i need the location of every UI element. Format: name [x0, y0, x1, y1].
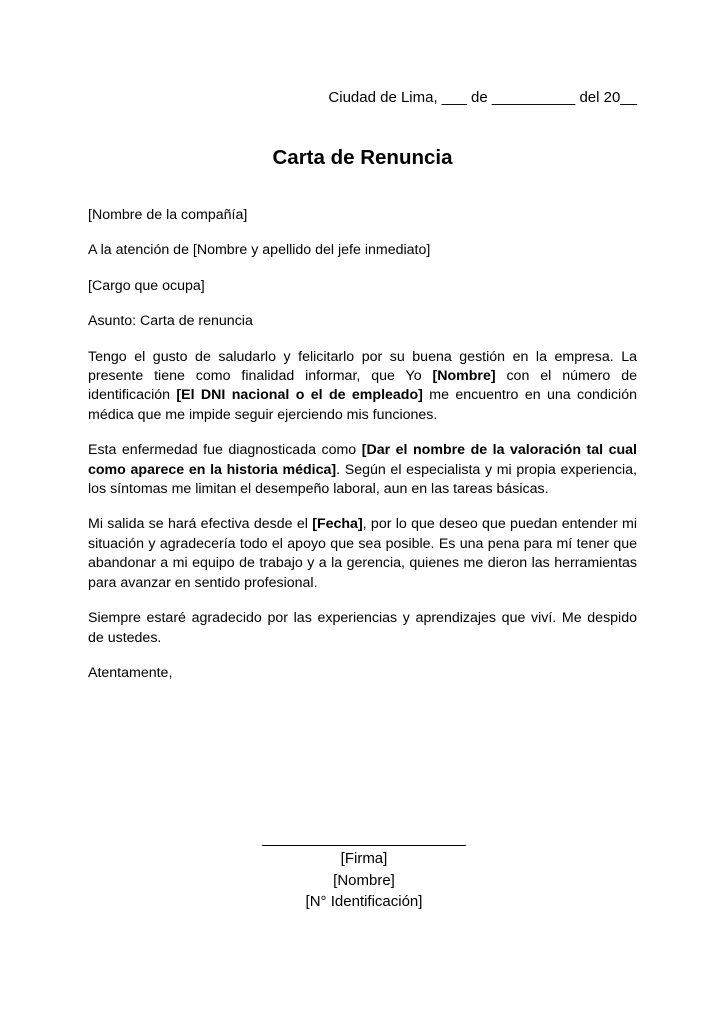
date-line: Ciudad de Lima, ___ de __________ del 20__ — [328, 89, 637, 106]
paragraph-text: , por lo que deseo que puedan entender mi situación y agradecería todo el apoyo que sea posible. Es una pena para mí tener que abandonar a mi equipo de trabajo y a la gerencia, quienes me dieron las herramientas para avanzar en sentido profesional. — [88, 516, 637, 591]
subject-line: Asunto: Carta de renuncia — [88, 313, 253, 330]
recipient-position: [Cargo que ocupa] — [88, 277, 205, 294]
signature-firma: [Firma] — [340, 850, 388, 867]
signature-identificacion: [N° Identificación] — [305, 893, 423, 910]
placeholder-id: [El DNI nacional o el de empleado] — [176, 387, 423, 404]
paragraph-farewell: Siempre estaré agradecido por las experiencias y aprendizajes que viví. Me despido de ustedes. — [88, 610, 637, 646]
paragraph-text: con el número de identificación — [88, 368, 637, 404]
page-title: Carta de Renuncia — [272, 146, 453, 169]
closing: Atentamente, — [88, 664, 173, 681]
letter-body — [88, 206, 637, 699]
paragraph-diagnosis — [88, 441, 637, 499]
recipient-attention: A la atención de [Nombre y apellido del jefe inmediato] — [88, 242, 431, 259]
paragraph-text: . Según el especialista y mi propia experiencia, los síntomas me limitan el desempeño laboral, aun en las tareas básicas. — [88, 461, 637, 498]
recipient-company: [Nombre de la compañía] — [88, 207, 248, 223]
placeholder-date: [Fecha] — [312, 516, 363, 533]
signature-line — [262, 845, 466, 846]
signature-nombre: [Nombre] — [333, 871, 395, 889]
signature-block — [262, 845, 466, 913]
paragraph-text: Tengo el gusto de saludarlo y felicitarlo por su buena gestión en la empresa. La presente tiene como finalidad informar, que Yo — [88, 348, 637, 385]
paragraph-text: Mi salida se hará efectiva desde el — [88, 516, 313, 533]
placeholder-name: [Nombre] — [432, 368, 496, 385]
paragraph-departure — [88, 515, 637, 593]
placeholder-diagnosis: [Dar el nombre de la valoración tal cual como aparece en la historia médica] — [88, 442, 637, 478]
paragraph-text: me encuentro en una condición médica que me impide seguir ejerciendo mis funciones. — [88, 387, 637, 423]
paragraph-text: Esta enfermedad fue diagnosticada como — [88, 442, 362, 459]
paragraph-intro — [88, 348, 637, 426]
